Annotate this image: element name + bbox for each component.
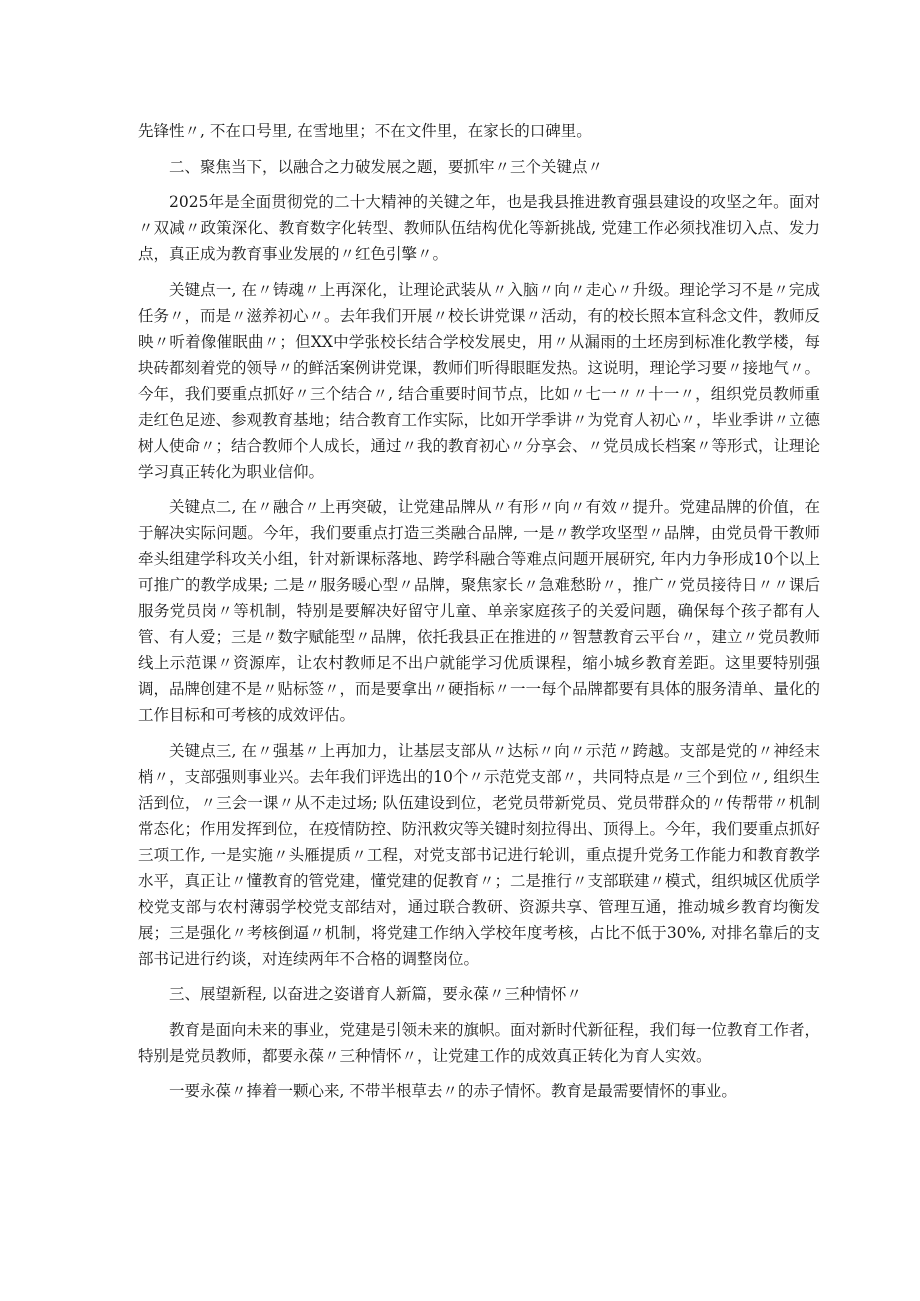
paragraph-key-point-one: 关键点一, 在〃铸魂〃上再深化，让理论武装从〃入脑〃向〃走心〃升级。理论学习不是〃完成任务〃，而是〃滋养初心〃。去年我们开展〃校长讲党课〃活动，有的校长照本宣科念文件，教师反映〃听着像催眠曲〃；但XX中学张校长结合学校发展史，用〃从漏雨的土坯房到标准化教学楼，每块砖都刻着党的领导〃的鲜活案例讲党课，教师们听得眼眶发热。这说明，理论学习要〃接地气〃。今年，我们要重点抓好〃三个结合〃, 结合重要时间节点，比如〃七一〃〃十一〃，组织党员教师重走红色足迹、参观教育基地；结合教育工作实际，比如开学季讲〃为党育人初心〃，毕业季讲〃立德树人使命〃；结合教师个人成长，通过〃我的教育初心〃分享会、〃党员成长档案〃等形式，让理论学习真正转化为职业信仰。 [138, 280, 821, 481]
paragraph-key-point-two: 关键点二, 在〃融合〃上再突破，让党建品牌从〃有形〃向〃有效〃提升。党建品牌的价值，在于解决实际问题。今年，我们要重点打造三类融合品牌, 一是〃教学攻坚型〃品牌，由党员骨干教师牵头组建学科攻关小组，针对新课标落地、跨学科融合等难点问题开展研究, 年内力争形成10个以上可推广的教学成果; 二是〃服务暖心型〃品牌，聚焦家长〃急难愁盼〃，推广〃党员接待日〃〃课后服务党员岗〃等机制，特别是要解决好留守儿童、单亲家庭孩子的关爱问题，确保每个孩子都有人管、有人爱；三是〃数字赋能型〃品牌，依托我县正在推进的〃智慧教育云平台〃，建立〃党员教师线上示范课〃资源库，让农村教师足不出户就能学习优质课程，缩小城乡教育差距。这里要特别强调，品牌创建不是〃贴标签〃，而是要拿出〃硬指标〃一一每个品牌都要有具体的服务清单、量化的工作目标和可考核的成效评估。 [138, 498, 821, 724]
document-page [138, 118, 820, 1114]
paragraph-intro-2025: 2025年是全面贯彻党的二十大精神的关键之年，也是我县推进教育强县建设的攻坚之年。面对〃双减〃政策深化、教育数字化转型、教师队伍结构优化等新挑战, 党建工作必须找准切入点、发力点，真正成为教育事业发展的〃红色引擎〃。 [138, 193, 820, 263]
paragraph-key-point-three: 关键点三, 在〃强基〃上再加力，让基层支部从〃达标〃向〃示范〃跨越。支部是党的〃神经末梢〃，支部强则事业兴。去年我们评选出的10个〃示范党支部〃，共同特点是〃三个到位〃, 组织生活到位，〃三会一课〃从不走过场; 队伍建设到位，老党员带新党员、党员带群众的〃传帮带〃机制常态化；作用发挥到位，在疫情防控、防汛救灾等关键时刻拉得出、顶得上。今年，我们要重点抓好三项工作, 一是实施〃头雁提质〃工程，对党支部书记进行轮训，重点提升党务工作能力和教育教学水平，真正让〃懂教育的管党建，懂党建的促教育〃；二是推行〃支部联建〃模式，组织城区优质学校党支部与农村薄弱学校党支部结对，通过联合教研、资源共享、管理互通，推动城乡教育均衡发展；三是强化〃考核倒逼〃机制，将党建工作纳入学校年度考核，占比不低于30%, 对排名靠后的支部书记进行约谈，对连续两年不合格的调整岗位。 [138, 741, 821, 968]
section-heading-three: 三、展望新程, 以奋进之姿谱育人新篇，要永葆〃三种情怀〃 [169, 985, 582, 1003]
paragraph-first-feeling: 一要永葆〃捧着一颗心来, 不带半根草去〃的赤子情怀。教育是最需要情怀的事业。 [169, 1082, 737, 1100]
paragraph-three-feelings: 教育是面向未来的事业，党建是引领未来的旗帜。面对新时代新征程，我们每一位教育工作者，特别是党员教师，都要永葆〃三种情怀〃，让党建工作的成效真正转化为育人实效。 [138, 1020, 821, 1065]
section-heading-two: 二、聚焦当下，以融合之力破发展之题，要抓牢〃三个关键点〃 [169, 157, 604, 176]
paragraph-continuation: 先锋性〃, 不在口号里, 在雪地里；不在文件里，在家长的口碑里。 [138, 122, 592, 140]
